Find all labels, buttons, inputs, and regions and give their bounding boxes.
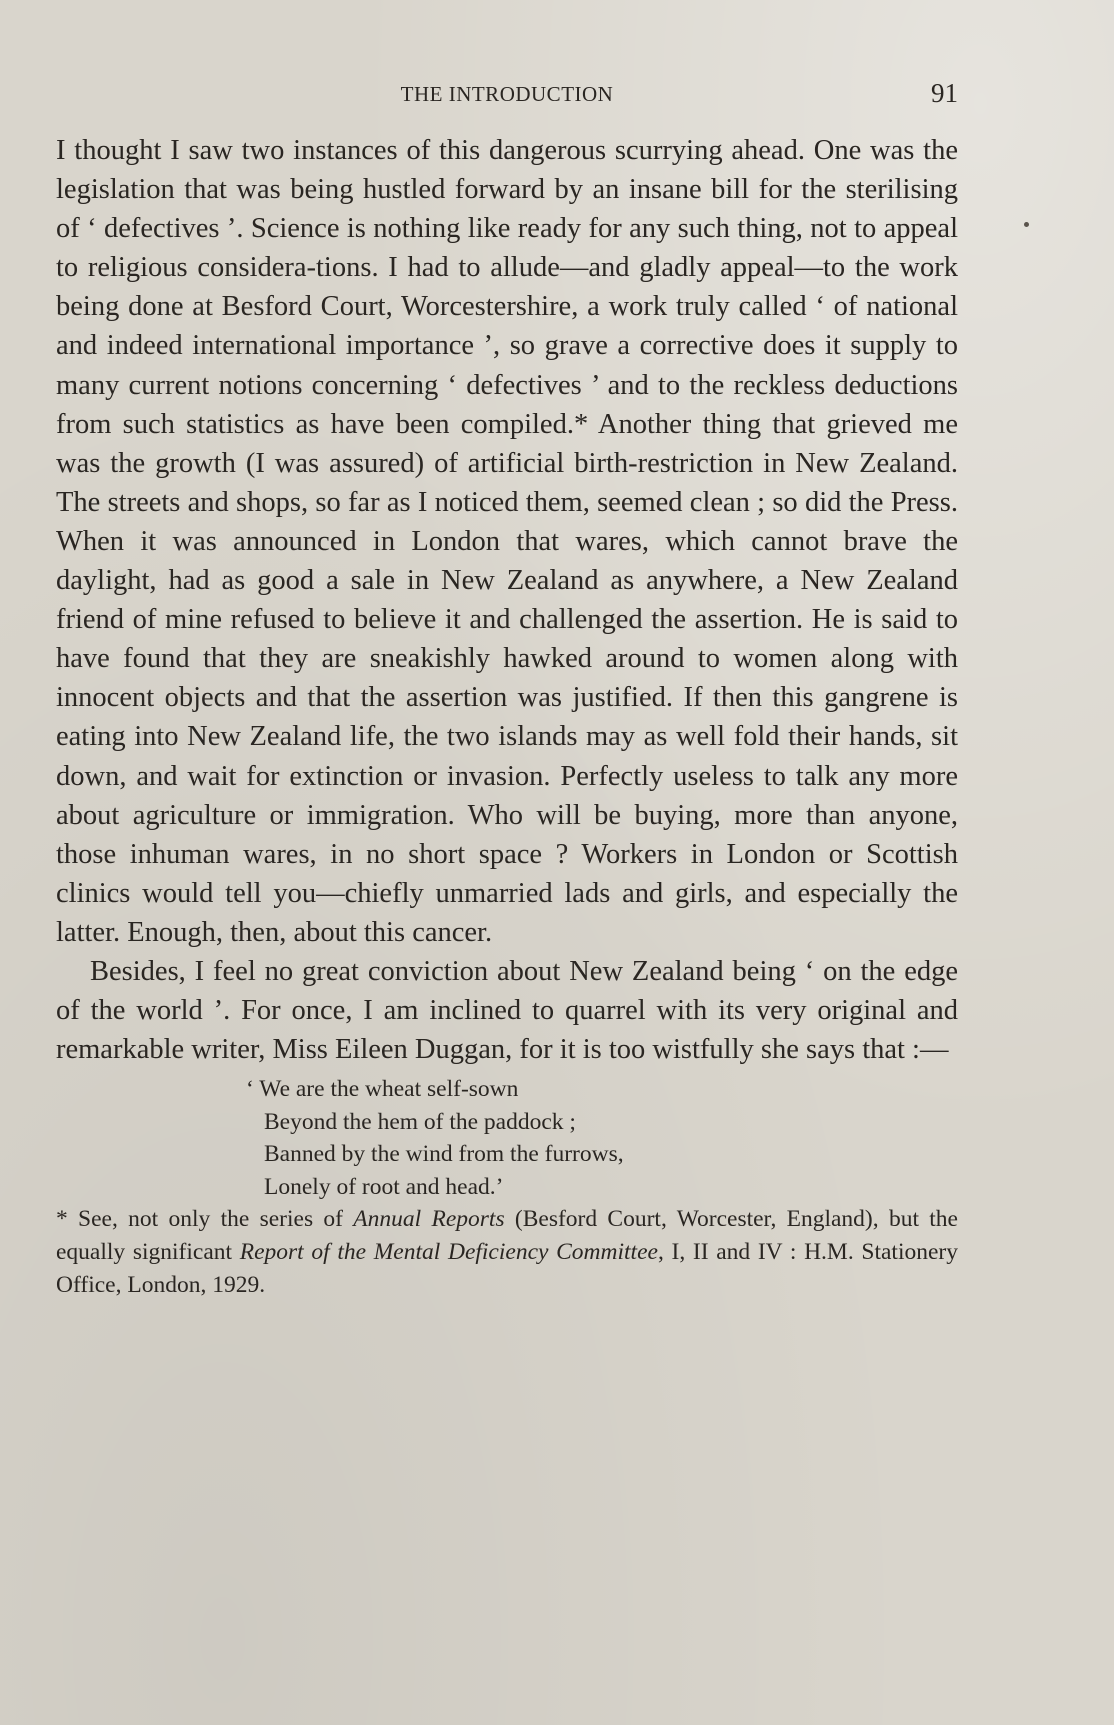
verse-line: Lonely of root and head.’ bbox=[264, 1173, 504, 1200]
verse-line: ‘ We are the wheat self-sown bbox=[246, 1076, 519, 1103]
page-number: 91 bbox=[931, 78, 958, 108]
footnote-title-committee-report: Report of the Mental Deficiency Committee bbox=[239, 1239, 658, 1266]
book-page bbox=[56, 0, 958, 1725]
paragraph-2: Besides, I feel no great conviction about New Zealand being ‘ on the edge of the world ’. For once, I am inclined to quarrel with its very original and remarkable writer, Miss Eileen Duggan, for it is too wistfully she says that :— bbox=[56, 955, 958, 1066]
body-text bbox=[56, 131, 958, 1302]
footnote-tail: , I, II and IV : H.M. Stationery Office, London, 1929. bbox=[56, 1239, 958, 1299]
footnote-lead: * See, not only the series of bbox=[56, 1206, 354, 1233]
chapter-title: THE INTRODUCTION bbox=[400, 82, 614, 106]
footnote bbox=[56, 1203, 958, 1302]
paragraph-1: I thought I saw two instances of this dangerous scurrying ahead. One was the legislation that was being hustled forward by an insane bill for the sterilising of ‘ defectives ’. Science is nothing like ready for any such thing, not to appeal to religious considera-tions. I had to allude—and gladly appeal—to the work being done at Besford Court, Worcestershire, a work truly called ‘ of national and indeed international importance ’, so grave a corrective does it supply to many current notions concerning ‘ defectives ’ and to the reckless deductions from such statistics as have been compiled.* Another thing that grieved me was the growth (I was assured) of artificial birth-restriction in New Zealand. The streets and shops, so far as I noticed them, seemed clean ; so did the Press. When it was announced in London that wares, which cannot brave the daylight, had as good a sale in New Zealand as anywhere, a New Zealand friend of mine refused to believe it and challenged the assertion. He is said to have found that they are sneakishly hawked around to women along with innocent objects and that the assertion was justified. If then this gangrene is eating into New Zealand life, the two islands may as well fold their hands, sit down, and wait for extinction or invasion. Perfectly useless to talk any more about agriculture or immigration. Who will be buying, more than anyone, those inhuman wares, in no short space ? Workers in London or Scottish clinics would tell you—chiefly unmarried lads and girls, and especially the latter. Enough, then, about this cancer. bbox=[56, 135, 958, 948]
paper-speck bbox=[1024, 222, 1029, 227]
running-head bbox=[56, 80, 958, 110]
verse-line: Banned by the wind from the furrows, bbox=[264, 1141, 624, 1168]
verse-quotation bbox=[56, 1073, 958, 1203]
footnote-title-annual-reports: Annual Reports bbox=[353, 1206, 505, 1233]
footnote-mid: (Besford Court, Worcester, England), but the equally significant bbox=[56, 1206, 958, 1266]
verse-line: Beyond the hem of the paddock ; bbox=[264, 1108, 576, 1135]
